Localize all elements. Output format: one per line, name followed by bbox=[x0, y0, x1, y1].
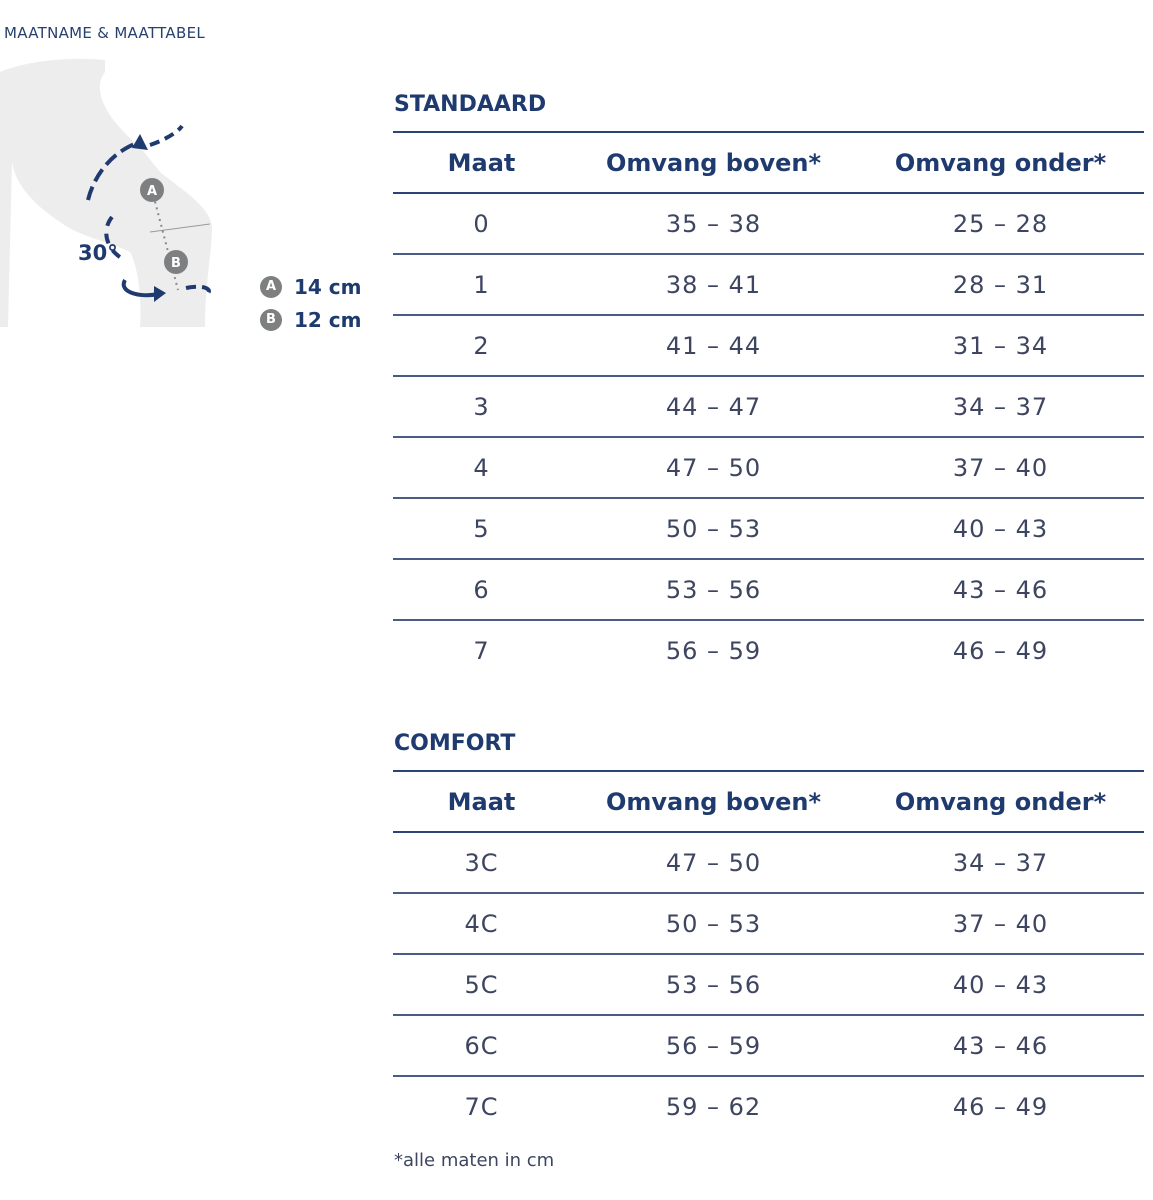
cell-onder: 37 – 40 bbox=[952, 909, 1049, 938]
table-row bbox=[393, 437, 1144, 498]
cell-onder: 46 – 49 bbox=[952, 1092, 1049, 1121]
cell-maat: 3C bbox=[464, 848, 499, 877]
footnote: *alle maten in cm bbox=[394, 1150, 555, 1171]
cell-boven: 47 – 50 bbox=[665, 453, 762, 482]
cell-maat: 6 bbox=[473, 575, 490, 604]
table-row bbox=[393, 832, 1144, 893]
cell-maat: 7C bbox=[464, 1092, 499, 1121]
marker-a-label: A bbox=[146, 184, 158, 199]
marker-b-label: B bbox=[171, 256, 181, 271]
table-row bbox=[393, 954, 1144, 1015]
cell-onder: 37 – 40 bbox=[952, 453, 1049, 482]
col-header-maat: Maat bbox=[447, 787, 516, 816]
cell-maat: 6C bbox=[464, 1031, 499, 1060]
comfort-title: COMFORT bbox=[394, 731, 516, 756]
cell-maat: 5 bbox=[473, 514, 490, 543]
cell-onder: 34 – 37 bbox=[952, 848, 1049, 877]
page-title: MAATNAME & MAATTABEL bbox=[4, 24, 206, 42]
table-row bbox=[393, 559, 1144, 620]
cell-maat: 3 bbox=[473, 392, 490, 421]
cell-boven: 35 – 38 bbox=[665, 209, 762, 238]
cell-onder: 25 – 28 bbox=[952, 209, 1049, 238]
cell-maat: 4C bbox=[464, 909, 499, 938]
col-header-maat: Maat bbox=[447, 148, 516, 177]
cell-onder: 40 – 43 bbox=[952, 970, 1049, 999]
marker-b-value: 12 cm bbox=[294, 307, 362, 332]
cell-onder: 46 – 49 bbox=[952, 636, 1049, 665]
legend-row-a bbox=[260, 270, 362, 303]
cell-boven: 47 – 50 bbox=[665, 848, 762, 877]
col-header-boven: Omvang boven* bbox=[605, 148, 822, 177]
table-row bbox=[393, 376, 1144, 437]
cell-boven: 38 – 41 bbox=[665, 270, 762, 299]
col-header-onder: Omvang onder* bbox=[894, 787, 1107, 816]
legend-row-b bbox=[260, 303, 362, 336]
standaard-table bbox=[393, 131, 1144, 680]
comfort-table bbox=[393, 770, 1144, 1136]
angle-label: 30° bbox=[78, 241, 118, 265]
table-row bbox=[393, 620, 1144, 680]
table-row bbox=[393, 1076, 1144, 1136]
table-row bbox=[393, 254, 1144, 315]
leg-silhouette bbox=[0, 59, 212, 327]
standaard-body bbox=[393, 193, 1144, 680]
cell-boven: 56 – 59 bbox=[665, 636, 762, 665]
measurement-legend bbox=[260, 270, 362, 336]
table-header-row bbox=[393, 771, 1144, 832]
cell-onder: 40 – 43 bbox=[952, 514, 1049, 543]
table-header-row bbox=[393, 132, 1144, 193]
cell-maat: 7 bbox=[473, 636, 490, 665]
marker-a-badge: A bbox=[260, 276, 282, 298]
marker-a-value: 14 cm bbox=[294, 274, 362, 299]
table-row bbox=[393, 1015, 1144, 1076]
cell-maat: 1 bbox=[473, 270, 490, 299]
cell-boven: 53 – 56 bbox=[665, 575, 762, 604]
table-row bbox=[393, 893, 1144, 954]
cell-maat: 0 bbox=[473, 209, 490, 238]
cell-onder: 31 – 34 bbox=[952, 331, 1049, 360]
cell-boven: 50 – 53 bbox=[665, 514, 762, 543]
table-row bbox=[393, 315, 1144, 376]
comfort-body bbox=[393, 832, 1144, 1136]
marker-b-badge: B bbox=[260, 309, 282, 331]
cell-boven: 50 – 53 bbox=[665, 909, 762, 938]
cell-maat: 4 bbox=[473, 453, 490, 482]
cell-boven: 53 – 56 bbox=[665, 970, 762, 999]
cell-onder: 43 – 46 bbox=[952, 1031, 1049, 1060]
cell-onder: 43 – 46 bbox=[952, 575, 1049, 604]
cell-onder: 28 – 31 bbox=[952, 270, 1049, 299]
cell-maat: 2 bbox=[473, 331, 490, 360]
cell-onder: 34 – 37 bbox=[952, 392, 1049, 421]
table-row bbox=[393, 193, 1144, 254]
table-row bbox=[393, 498, 1144, 559]
cell-boven: 41 – 44 bbox=[665, 331, 762, 360]
col-header-onder: Omvang onder* bbox=[894, 148, 1107, 177]
cell-boven: 59 – 62 bbox=[665, 1092, 762, 1121]
cell-boven: 56 – 59 bbox=[665, 1031, 762, 1060]
col-header-boven: Omvang boven* bbox=[605, 787, 822, 816]
cell-maat: 5C bbox=[464, 970, 499, 999]
standaard-title: STANDAARD bbox=[394, 92, 547, 117]
cell-boven: 44 – 47 bbox=[665, 392, 762, 421]
